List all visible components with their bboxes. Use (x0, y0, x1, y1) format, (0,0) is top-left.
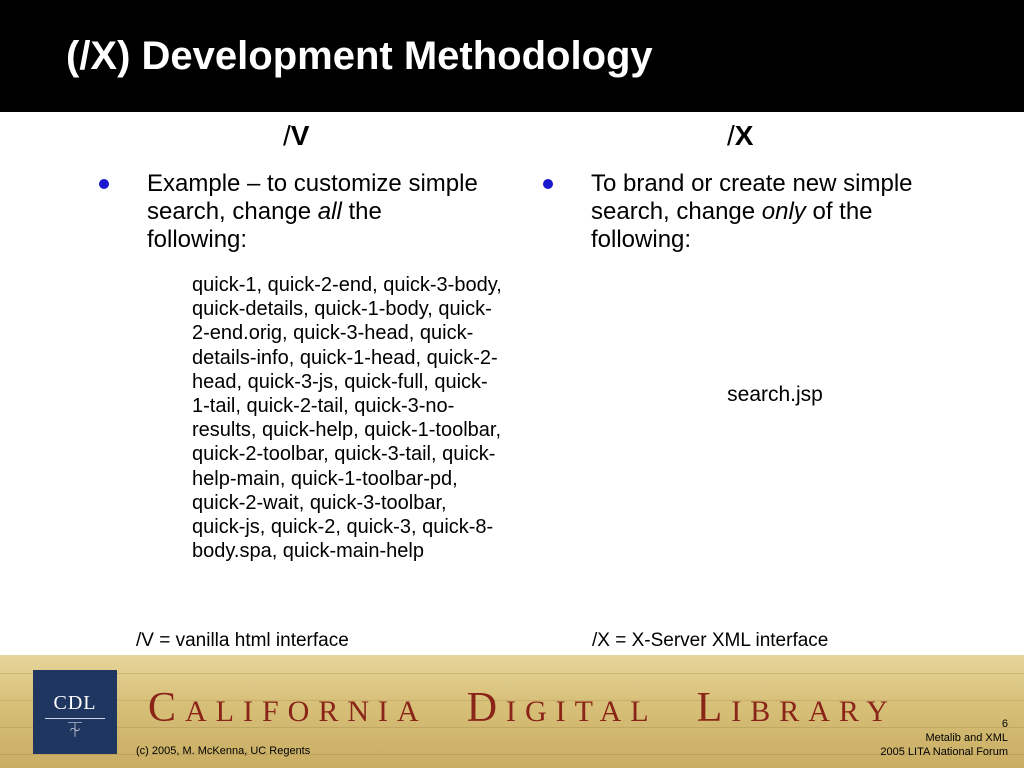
title-bar (0, 0, 1024, 112)
cdl-logo (33, 670, 117, 754)
right-bullet-emphasis: only (761, 198, 806, 225)
logo-text: CDL (53, 692, 97, 714)
page-number: 6 (1001, 718, 1008, 730)
brand-initial: L (696, 685, 732, 731)
left-bullet-text-start: Example – to customize simple search, change (147, 170, 478, 225)
right-heading-prefix: / (727, 120, 735, 151)
left-heading-letter: V (290, 120, 310, 151)
copyright: (c) 2005, M. McKenna, UC Regents (136, 745, 311, 757)
bullet-dot-icon (543, 179, 553, 189)
left-column-heading (283, 120, 309, 152)
slide-title: (/X) Development Methodology (66, 34, 653, 78)
logo-mark-icon: ⏇ (68, 722, 82, 738)
right-bullet-text-start: To brand or create new simple search, change (591, 170, 913, 225)
left-heading-prefix: / (283, 120, 291, 151)
logo-rule (45, 718, 105, 719)
brand-initial: D (466, 685, 507, 731)
template-file-list: quick-1, quick-2-end, quick-3-body, quick-details, quick-1-body, quick-2-end.orig, quick-3-head, quick-details-info, quick-1-head, quick-2-head, quick-3-js, quick-full, quick-1-tail, quick-2-tail, quick-3-no-results, quick-help, quick-1-toolbar, quick-2-toolbar, quick-3-tail, quick-help-main, quick-1-toolbar-pd, quick-2-wait, quick-3-toolbar, quick-js, quick-2, quick-3, quick-8-body.spa, quick-main-help (192, 274, 502, 563)
brand-word-rest: IBRARY (731, 695, 897, 728)
brand-word-rest: IGITAL (506, 695, 658, 728)
brand-initial: C (148, 685, 186, 731)
presentation-subtitle: Metalib and XML (925, 732, 1008, 744)
left-bullet-emphasis: all (317, 198, 342, 225)
brand-wordmark (148, 682, 897, 738)
event-name: 2005 LITA National Forum (880, 746, 1008, 758)
right-heading-letter: X (734, 120, 754, 151)
right-bullet (591, 170, 951, 254)
right-bullet-text-end: of the following: (591, 198, 873, 253)
brand-word-rest: ALIFORNIA (185, 695, 428, 728)
left-bullet-text-end: the following: (147, 198, 382, 253)
bullet-dot-icon (99, 179, 109, 189)
search-jsp-file: search.jsp (727, 383, 823, 406)
right-footnote: /X = X-Server XML interface (592, 630, 829, 651)
script-texture-line (0, 673, 1024, 674)
left-bullet (147, 170, 487, 254)
left-footnote: /V = vanilla html interface (136, 630, 349, 651)
right-column-heading (727, 120, 753, 152)
